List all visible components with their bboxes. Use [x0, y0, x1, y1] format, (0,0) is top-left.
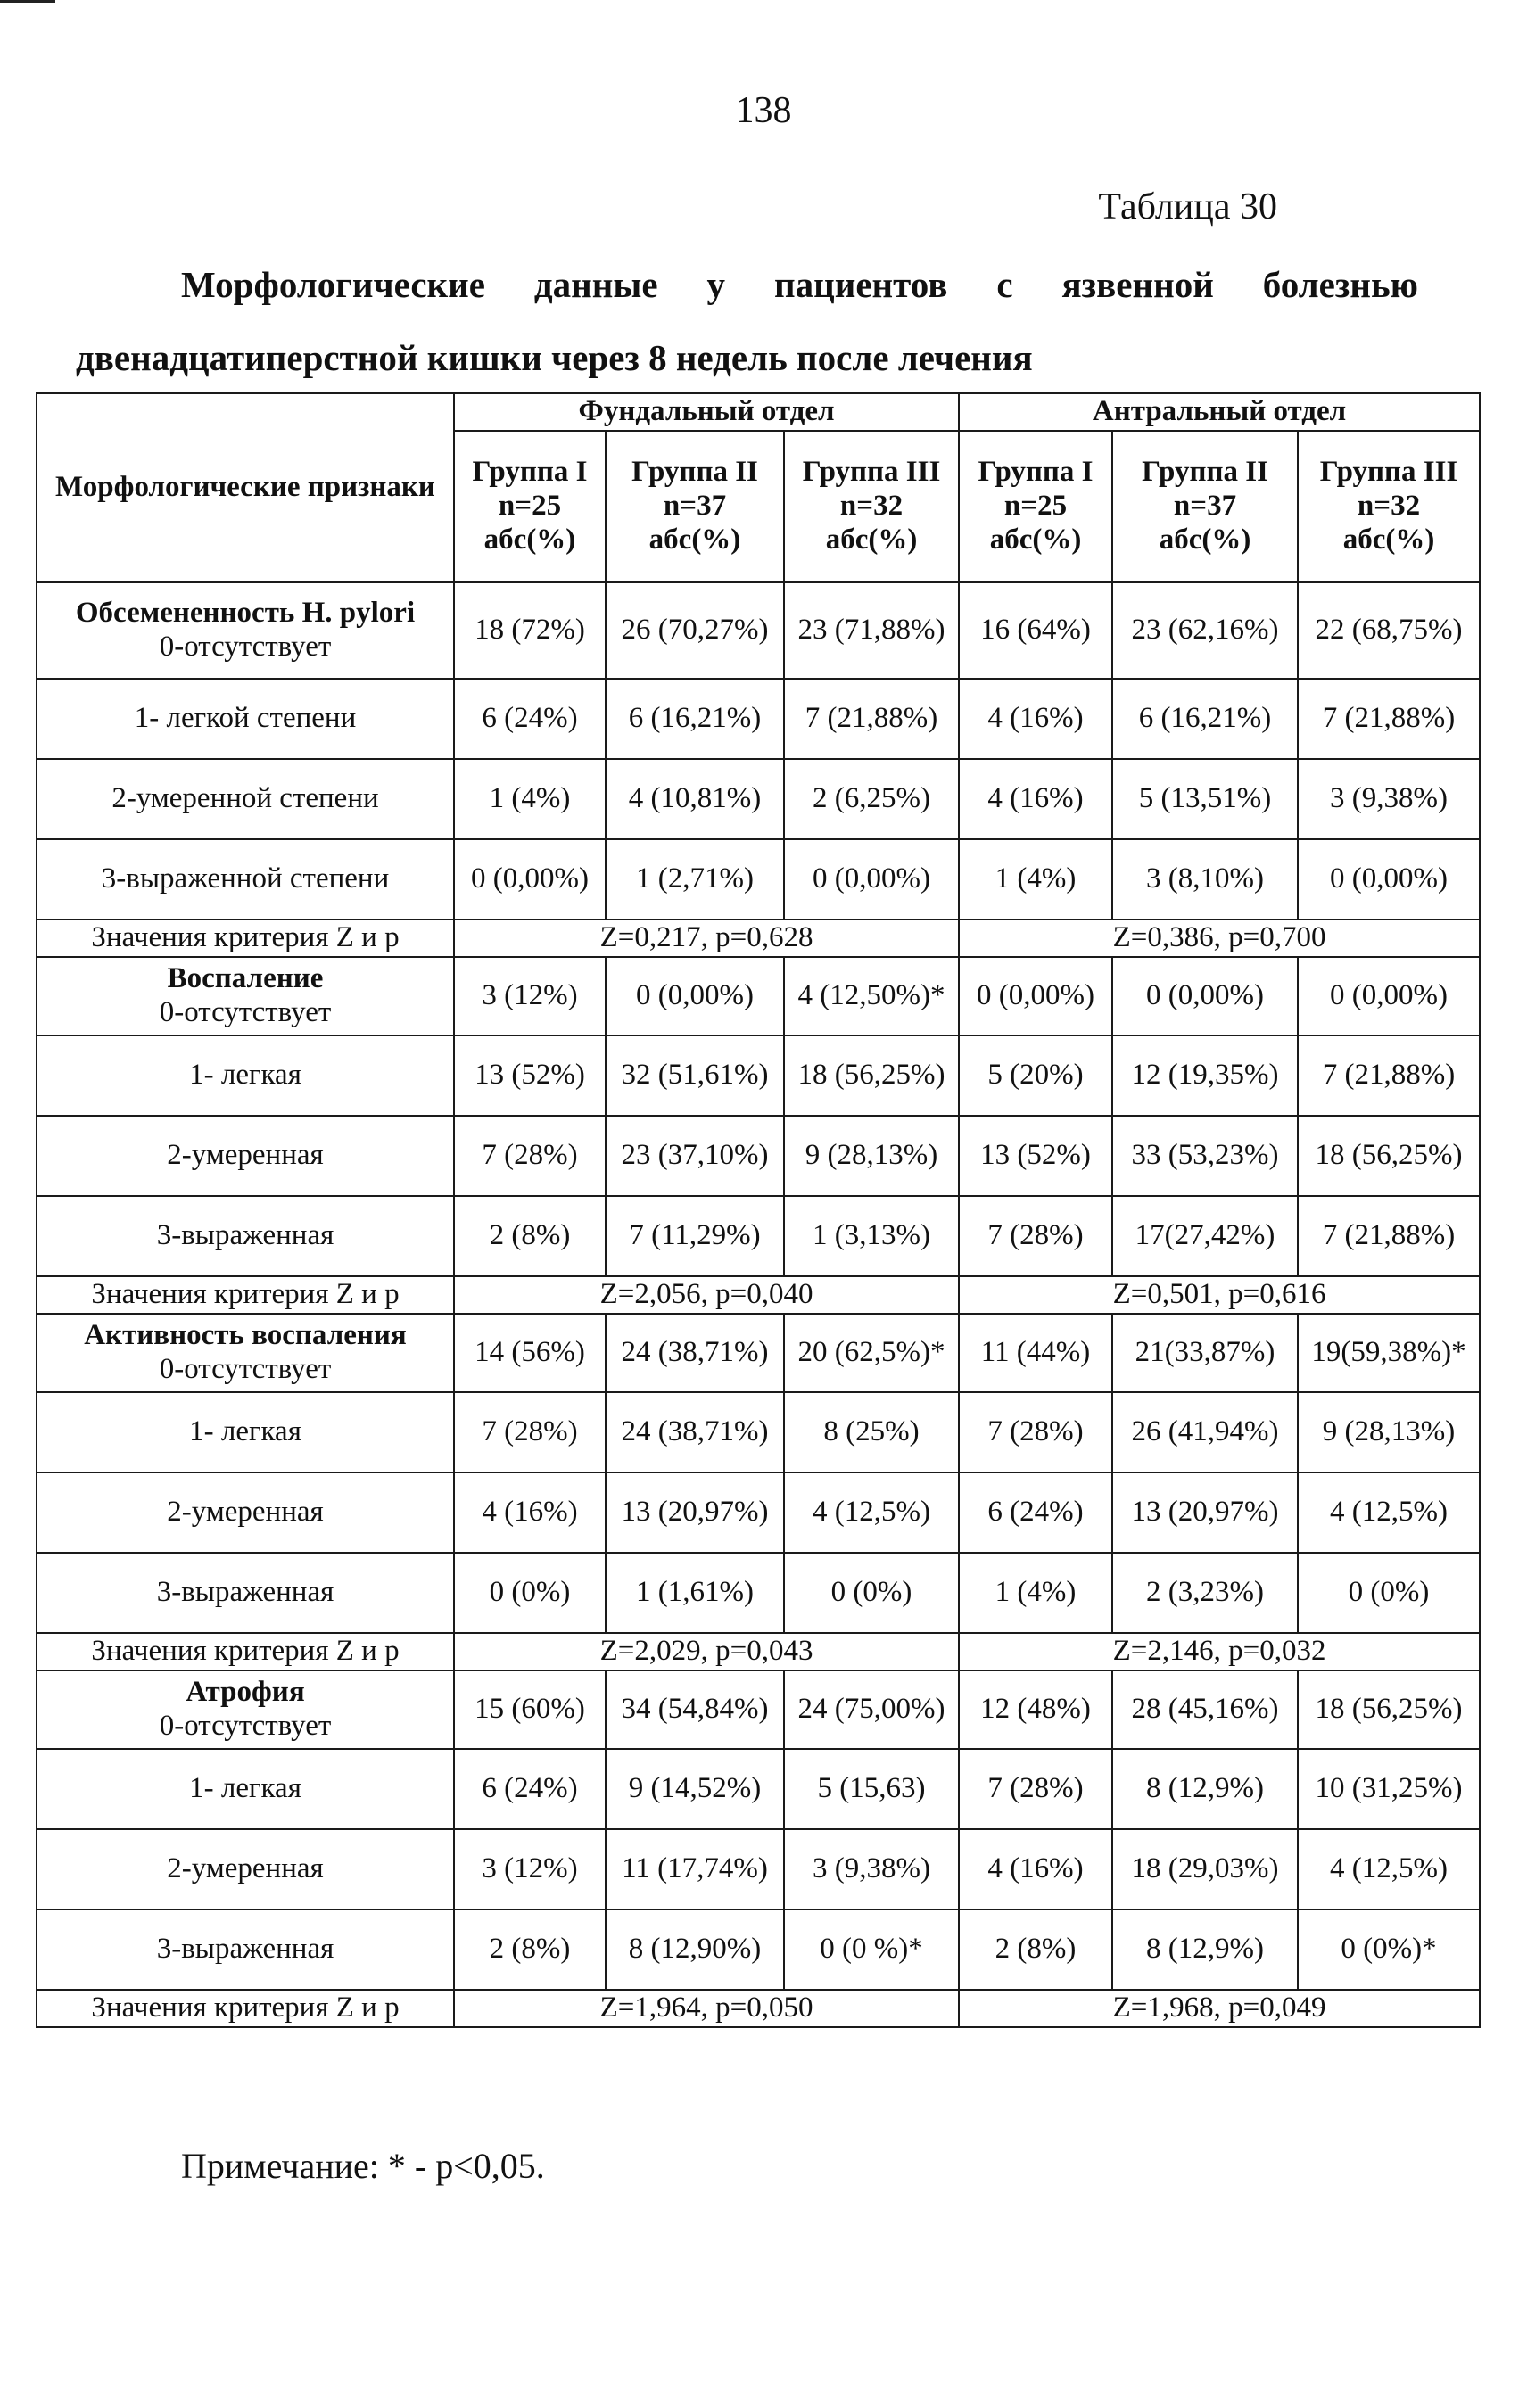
- table-cell: 1 (4%): [959, 839, 1112, 919]
- row-label: [37, 1829, 454, 1909]
- table-cell: 0 (0 %)*: [784, 1909, 959, 1990]
- table-cell: 15 (60%): [454, 1670, 606, 1749]
- table-cell: 0 (0,00%): [1298, 957, 1480, 1035]
- table-cell: 2 (8%): [454, 1909, 606, 1990]
- table-cell: 12 (48%): [959, 1670, 1112, 1749]
- row-label-text: 3-выраженная: [156, 1218, 334, 1251]
- table-row: [37, 1035, 1480, 1116]
- header-group-cell: Группа III n=32 абс(%): [784, 431, 959, 582]
- table-cell: 3 (12%): [454, 957, 606, 1035]
- row-label-text: 0-отсутствует: [159, 630, 332, 663]
- table-cell: 7 (28%): [959, 1392, 1112, 1472]
- header-group-cell: Группа I n=25 абс(%): [454, 431, 606, 582]
- row-label-text: 1- легкая: [189, 1771, 301, 1804]
- table-cell: 7 (21,88%): [784, 679, 959, 759]
- table-cell: 1 (4%): [959, 1553, 1112, 1633]
- table-row: [37, 1392, 1480, 1472]
- table-cell: 26 (70,27%): [606, 582, 784, 679]
- row-label: [37, 839, 454, 919]
- table-cell: 8 (12,90%): [606, 1909, 784, 1990]
- row-label-text: 0-отсутствует: [159, 995, 332, 1028]
- table-body: [37, 582, 1480, 2027]
- table-title-line-2: двенадцатиперстной кишки через 8 недель после лечения: [76, 337, 1033, 378]
- section-title: Воспаление: [167, 961, 324, 994]
- table-cell: 4 (16%): [959, 759, 1112, 839]
- table-cell: 18 (56,25%): [1298, 1670, 1480, 1749]
- table-cell: 0 (0%): [1298, 1553, 1480, 1633]
- table-cell: 24 (38,71%): [606, 1314, 784, 1392]
- header-antral: Антральный отдел: [959, 393, 1480, 431]
- row-label-text: 3-выраженная: [156, 1575, 334, 1608]
- row-label: [37, 1749, 454, 1829]
- header-group-cell: Группа I n=25 абс(%): [959, 431, 1112, 582]
- table-cell: 7 (21,88%): [1298, 679, 1480, 759]
- table-cell: 0 (0%)*: [1298, 1909, 1480, 1990]
- row-label-text: 0-отсутствует: [159, 1352, 332, 1385]
- stat-label: Значения критерия Z и р: [37, 1990, 454, 2027]
- table-title-line-1: Морфологические данные у пациентов с язвенной болезнью: [181, 264, 1418, 305]
- table-cell: 8 (25%): [784, 1392, 959, 1472]
- row-label-text: 2-умеренной степени: [111, 781, 379, 814]
- stat-antral: Z=0,386, р=0,700: [959, 919, 1480, 957]
- table-row: [37, 839, 1480, 919]
- row-label: [37, 1035, 454, 1116]
- morphology-table: [36, 392, 1481, 2028]
- header-feature-column: Морфологические признаки: [37, 393, 454, 582]
- table-row: [37, 582, 1480, 679]
- page-number: 138: [735, 90, 792, 131]
- table-cell: 3 (9,38%): [1298, 759, 1480, 839]
- table-cell: 0 (0%): [454, 1553, 606, 1633]
- table-cell: 13 (20,97%): [1112, 1472, 1298, 1553]
- table-cell: 7 (21,88%): [1298, 1035, 1480, 1116]
- stat-row: [37, 919, 1480, 957]
- table-cell: 11 (17,74%): [606, 1829, 784, 1909]
- table-cell: 13 (52%): [959, 1116, 1112, 1196]
- table-title: [76, 248, 1418, 394]
- header-group-cell: Группа III n=32 абс(%): [1298, 431, 1480, 582]
- table-row: [37, 679, 1480, 759]
- table-cell: 20 (62,5%)*: [784, 1314, 959, 1392]
- table-cell: 33 (53,23%): [1112, 1116, 1298, 1196]
- table-cell: 18 (72%): [454, 582, 606, 679]
- row-label: [37, 1670, 454, 1749]
- table-cell: 7 (28%): [454, 1392, 606, 1472]
- table-cell: 4 (12,5%): [1298, 1829, 1480, 1909]
- table-cell: 18 (56,25%): [1298, 1116, 1480, 1196]
- section-title: Обсемененность H. pylori: [75, 597, 416, 629]
- table-cell: 1 (1,61%): [606, 1553, 784, 1633]
- table-cell: 2 (3,23%): [1112, 1553, 1298, 1633]
- table-cell: 0 (0,00%): [606, 957, 784, 1035]
- stat-antral: Z=2,146, р=0,032: [959, 1633, 1480, 1670]
- table-cell: 1 (2,71%): [606, 839, 784, 919]
- table-cell: 4 (12,50%)*: [784, 957, 959, 1035]
- stat-label: Значения критерия Z и р: [37, 1276, 454, 1314]
- table-cell: 4 (12,5%): [1298, 1472, 1480, 1553]
- row-label: [37, 1472, 454, 1553]
- row-label-text: 1- легкая: [189, 1058, 301, 1091]
- table-cell: 3 (8,10%): [1112, 839, 1298, 919]
- table-cell: 18 (56,25%): [784, 1035, 959, 1116]
- table-header: [37, 393, 1480, 582]
- table-cell: 6 (16,21%): [1112, 679, 1298, 759]
- stat-row: [37, 1990, 1480, 2027]
- table-cell: 4 (16%): [959, 679, 1112, 759]
- table-cell: 23 (37,10%): [606, 1116, 784, 1196]
- table-cell: 5 (20%): [959, 1035, 1112, 1116]
- row-label: [37, 1392, 454, 1472]
- table-cell: 1 (3,13%): [784, 1196, 959, 1276]
- table-row: [37, 1749, 1480, 1829]
- header-group-cell: Группа II n=37 абс(%): [1112, 431, 1298, 582]
- table-cell: 19(59,38%)*: [1298, 1314, 1480, 1392]
- row-label: [37, 679, 454, 759]
- table-cell: 2 (8%): [959, 1909, 1112, 1990]
- table-cell: 1 (4%): [454, 759, 606, 839]
- table-cell: 9 (28,13%): [784, 1116, 959, 1196]
- row-label: [37, 1314, 454, 1392]
- table-cell: 8 (12,9%): [1112, 1749, 1298, 1829]
- table-cell: 24 (38,71%): [606, 1392, 784, 1472]
- table-cell: 34 (54,84%): [606, 1670, 784, 1749]
- table-cell: 0 (0,00%): [959, 957, 1112, 1035]
- table-cell: 6 (24%): [454, 679, 606, 759]
- table-cell: 23 (71,88%): [784, 582, 959, 679]
- section-title: Атрофия: [186, 1675, 305, 1708]
- table-row: [37, 1829, 1480, 1909]
- row-label-text: 2-умеренная: [167, 1138, 324, 1171]
- table-row: [37, 1196, 1480, 1276]
- table-cell: 10 (31,25%): [1298, 1749, 1480, 1829]
- table-cell: 13 (20,97%): [606, 1472, 784, 1553]
- table-row: [37, 1116, 1480, 1196]
- table-cell: 21(33,87%): [1112, 1314, 1298, 1392]
- stat-antral: Z=1,968, р=0,049: [959, 1990, 1480, 2027]
- table-cell: 0 (0,00%): [784, 839, 959, 919]
- table-cell: 4 (10,81%): [606, 759, 784, 839]
- stat-fundal: Z=1,964, р=0,050: [454, 1990, 959, 2027]
- stat-fundal: Z=2,029, р=0,043: [454, 1633, 959, 1670]
- table-cell: 7 (28%): [959, 1749, 1112, 1829]
- table-cell: 32 (51,61%): [606, 1035, 784, 1116]
- table-cell: 23 (62,16%): [1112, 582, 1298, 679]
- table-cell: 6 (16,21%): [606, 679, 784, 759]
- stat-fundal: Z=0,217, р=0,628: [454, 919, 959, 957]
- section-title: Активность воспаления: [84, 1318, 407, 1351]
- table-cell: 2 (6,25%): [784, 759, 959, 839]
- row-label-text: 0-отсутствует: [159, 1709, 332, 1742]
- row-label-text: 3-выраженной степени: [101, 862, 390, 895]
- table-cell: 6 (24%): [959, 1472, 1112, 1553]
- table-cell: 0 (0,00%): [454, 839, 606, 919]
- table-cell: 7 (21,88%): [1298, 1196, 1480, 1276]
- stat-fundal: Z=2,056, р=0,040: [454, 1276, 959, 1314]
- top-rule: [0, 0, 55, 3]
- header-fundal: Фундальный отдел: [454, 393, 959, 431]
- table-cell: 13 (52%): [454, 1035, 606, 1116]
- row-label: [37, 1196, 454, 1276]
- row-label-text: 2-умеренная: [167, 1851, 324, 1884]
- row-label-text: 3-выраженная: [156, 1932, 334, 1965]
- table-cell: 6 (24%): [454, 1749, 606, 1829]
- table-cell: 9 (14,52%): [606, 1749, 784, 1829]
- stat-row: [37, 1276, 1480, 1314]
- table-row: [37, 1314, 1480, 1392]
- table-cell: 4 (16%): [959, 1829, 1112, 1909]
- table-row: [37, 1909, 1480, 1990]
- table-cell: 17(27,42%): [1112, 1196, 1298, 1276]
- row-label: [37, 1909, 454, 1990]
- table-cell: 5 (13,51%): [1112, 759, 1298, 839]
- table-cell: 2 (8%): [454, 1196, 606, 1276]
- table-cell: 11 (44%): [959, 1314, 1112, 1392]
- row-label-text: 2-умеренная: [167, 1495, 324, 1528]
- table-row: [37, 1472, 1480, 1553]
- table-row: [37, 957, 1480, 1035]
- table-cell: 0 (0,00%): [1112, 957, 1298, 1035]
- header-group-cell: Группа II n=37 абс(%): [606, 431, 784, 582]
- table-cell: 7 (28%): [454, 1116, 606, 1196]
- table-cell: 0 (0,00%): [1298, 839, 1480, 919]
- table-row: [37, 1553, 1480, 1633]
- table-label: Таблица 30: [1098, 186, 1277, 227]
- row-label: [37, 759, 454, 839]
- table-cell: 9 (28,13%): [1298, 1392, 1480, 1472]
- row-label: [37, 1116, 454, 1196]
- row-label-text: 1- легкой степени: [134, 701, 357, 734]
- row-label: [37, 1553, 454, 1633]
- table-cell: 12 (19,35%): [1112, 1035, 1298, 1116]
- table-cell: 26 (41,94%): [1112, 1392, 1298, 1472]
- table-cell: 4 (16%): [454, 1472, 606, 1553]
- table-cell: 7 (28%): [959, 1196, 1112, 1276]
- stat-label: Значения критерия Z и р: [37, 1633, 454, 1670]
- row-label-text: 1- легкая: [189, 1414, 301, 1447]
- row-label: [37, 582, 454, 679]
- table-cell: 5 (15,63): [784, 1749, 959, 1829]
- table-cell: 24 (75,00%): [784, 1670, 959, 1749]
- table-cell: 14 (56%): [454, 1314, 606, 1392]
- table-cell: 28 (45,16%): [1112, 1670, 1298, 1749]
- table-note: Примечание: * - р<0,05.: [181, 2146, 545, 2186]
- table-cell: 3 (12%): [454, 1829, 606, 1909]
- stat-label: Значения критерия Z и р: [37, 919, 454, 957]
- table-row: [37, 1670, 1480, 1749]
- table-cell: 3 (9,38%): [784, 1829, 959, 1909]
- stat-row: [37, 1633, 1480, 1670]
- table-row: [37, 759, 1480, 839]
- table-cell: 8 (12,9%): [1112, 1909, 1298, 1990]
- table-cell: 4 (12,5%): [784, 1472, 959, 1553]
- table-cell: 7 (11,29%): [606, 1196, 784, 1276]
- table-cell: 16 (64%): [959, 582, 1112, 679]
- stat-antral: Z=0,501, р=0,616: [959, 1276, 1480, 1314]
- table-cell: 18 (29,03%): [1112, 1829, 1298, 1909]
- table-cell: 0 (0%): [784, 1553, 959, 1633]
- row-label: [37, 957, 454, 1035]
- table-cell: 22 (68,75%): [1298, 582, 1480, 679]
